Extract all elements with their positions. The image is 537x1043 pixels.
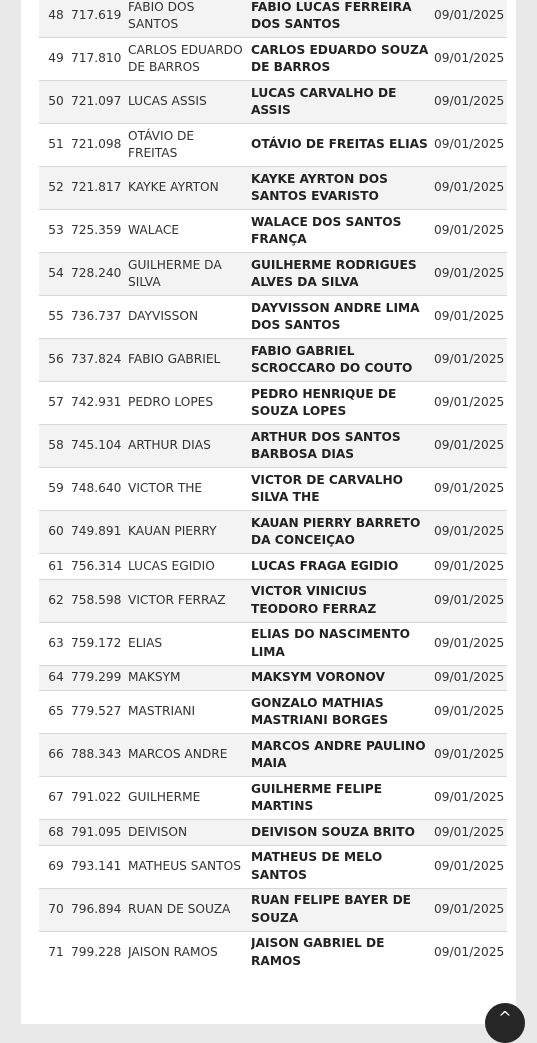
- row-full-name: KAYKE AYRTON DOS SANTOS EVARISTO: [251, 167, 434, 210]
- row-short-name: GUILHERME DA SILVA: [128, 253, 251, 296]
- chevron-up-icon: ^: [498, 1008, 512, 1027]
- row-short-name: MARCOS ANDRE: [128, 734, 251, 777]
- row-full-name: ELIAS DO NASCIMENTO LIMA: [251, 622, 434, 665]
- table-row: [39, 511, 507, 554]
- row-short-name: KAYKE AYRTON: [128, 167, 251, 210]
- row-number: 63: [39, 622, 71, 665]
- row-full-name: GUILHERME FELIPE MARTINS: [251, 777, 434, 820]
- row-number: 57: [39, 382, 71, 425]
- row-full-name: OTÁVIO DE FREITAS ELIAS: [251, 124, 434, 167]
- row-code: 728.240: [71, 253, 128, 296]
- row-full-name: DEIVISON SOUZA BRITO: [251, 820, 434, 846]
- table-row: [39, 734, 507, 777]
- table-row: [39, 81, 507, 124]
- row-date: 09/01/2025: [434, 845, 507, 888]
- row-date: 09/01/2025: [434, 124, 507, 167]
- row-code: 717.810: [71, 38, 128, 81]
- results-table-body: [39, 0, 507, 974]
- row-short-name: DEIVISON: [128, 820, 251, 846]
- row-full-name: GONZALO MATHIAS MASTRIANI BORGES: [251, 691, 434, 734]
- content-panel: [21, 0, 516, 1024]
- row-code: 717.619: [71, 0, 128, 38]
- row-code: 742.931: [71, 382, 128, 425]
- row-number: 59: [39, 468, 71, 511]
- row-number: 69: [39, 845, 71, 888]
- row-full-name: MATHEUS DE MELO SANTOS: [251, 845, 434, 888]
- row-short-name: MASTRIANI: [128, 691, 251, 734]
- row-code: 759.172: [71, 622, 128, 665]
- table-row: [39, 931, 507, 974]
- row-short-name: MAKSYM: [128, 665, 251, 691]
- row-date: 09/01/2025: [434, 339, 507, 382]
- table-row: [39, 888, 507, 931]
- row-date: 09/01/2025: [434, 382, 507, 425]
- row-short-name: FABIO DOS SANTOS: [128, 0, 251, 38]
- table-row: [39, 210, 507, 253]
- row-number: 53: [39, 210, 71, 253]
- row-date: 09/01/2025: [434, 931, 507, 974]
- table-row: [39, 665, 507, 691]
- table-row: [39, 579, 507, 622]
- row-code: 721.098: [71, 124, 128, 167]
- row-short-name: CARLOS EDUARDO DE BARROS: [128, 38, 251, 81]
- row-date: 09/01/2025: [434, 0, 507, 38]
- table-row: [39, 253, 507, 296]
- row-full-name: DAYVISSON ANDRE LIMA DOS SANTOS: [251, 296, 434, 339]
- row-short-name: GUILHERME: [128, 777, 251, 820]
- row-short-name: LUCAS ASSIS: [128, 81, 251, 124]
- table-row: [39, 691, 507, 734]
- row-number: 48: [39, 0, 71, 38]
- row-number: 58: [39, 425, 71, 468]
- row-number: 61: [39, 554, 71, 580]
- row-date: 09/01/2025: [434, 425, 507, 468]
- row-date: 09/01/2025: [434, 296, 507, 339]
- row-short-name: OTÁVIO DE FREITAS: [128, 124, 251, 167]
- row-short-name: ARTHUR DIAS: [128, 425, 251, 468]
- row-number: 64: [39, 665, 71, 691]
- row-short-name: VICTOR FERRAZ: [128, 579, 251, 622]
- row-code: 736.737: [71, 296, 128, 339]
- table-row: [39, 339, 507, 382]
- row-number: 65: [39, 691, 71, 734]
- row-code: 791.095: [71, 820, 128, 846]
- row-code: 796.894: [71, 888, 128, 931]
- table-row: [39, 425, 507, 468]
- row-code: 791.022: [71, 777, 128, 820]
- row-number: 52: [39, 167, 71, 210]
- table-row: [39, 167, 507, 210]
- row-code: 748.640: [71, 468, 128, 511]
- table-row: [39, 38, 507, 81]
- row-full-name: JAISON GABRIEL DE RAMOS: [251, 931, 434, 974]
- table-row: [39, 382, 507, 425]
- table-row: [39, 820, 507, 846]
- row-number: 51: [39, 124, 71, 167]
- row-number: 56: [39, 339, 71, 382]
- row-full-name: RUAN FELIPE BAYER DE SOUZA: [251, 888, 434, 931]
- row-code: 793.141: [71, 845, 128, 888]
- row-full-name: VICTOR VINICIUS TEODORO FERRAZ: [251, 579, 434, 622]
- row-short-name: DAYVISSON: [128, 296, 251, 339]
- row-short-name: MATHEUS SANTOS: [128, 845, 251, 888]
- table-row: [39, 468, 507, 511]
- row-full-name: ARTHUR DOS SANTOS BARBOSA DIAS: [251, 425, 434, 468]
- row-date: 09/01/2025: [434, 38, 507, 81]
- table-row: [39, 622, 507, 665]
- table-row: [39, 777, 507, 820]
- row-code: 799.228: [71, 931, 128, 974]
- row-full-name: FABIO LUCAS FERREIRA DOS SANTOS: [251, 0, 434, 38]
- row-full-name: KAUAN PIERRY BARRETO DA CONCEIÇAO: [251, 511, 434, 554]
- row-short-name: VICTOR THE: [128, 468, 251, 511]
- row-date: 09/01/2025: [434, 691, 507, 734]
- row-code: 721.817: [71, 167, 128, 210]
- row-code: 779.527: [71, 691, 128, 734]
- row-short-name: WALACE: [128, 210, 251, 253]
- table-row: [39, 845, 507, 888]
- row-short-name: JAISON RAMOS: [128, 931, 251, 974]
- row-short-name: LUCAS EGIDIO: [128, 554, 251, 580]
- results-table: [39, 0, 507, 974]
- row-full-name: WALACE DOS SANTOS FRANÇA: [251, 210, 434, 253]
- row-date: 09/01/2025: [434, 554, 507, 580]
- row-date: 09/01/2025: [434, 734, 507, 777]
- table-row: [39, 124, 507, 167]
- row-date: 09/01/2025: [434, 511, 507, 554]
- table-row: [39, 0, 507, 38]
- row-full-name: MARCOS ANDRE PAULINO MAIA: [251, 734, 434, 777]
- row-code: 788.343: [71, 734, 128, 777]
- row-full-name: MAKSYM VORONOV: [251, 665, 434, 691]
- row-short-name: KAUAN PIERRY: [128, 511, 251, 554]
- table-row: [39, 554, 507, 580]
- row-date: 09/01/2025: [434, 888, 507, 931]
- row-date: 09/01/2025: [434, 579, 507, 622]
- row-full-name: LUCAS CARVALHO DE ASSIS: [251, 81, 434, 124]
- row-code: 779.299: [71, 665, 128, 691]
- row-number: 50: [39, 81, 71, 124]
- row-number: 54: [39, 253, 71, 296]
- row-date: 09/01/2025: [434, 253, 507, 296]
- row-number: 66: [39, 734, 71, 777]
- row-code: 721.097: [71, 81, 128, 124]
- row-short-name: RUAN DE SOUZA: [128, 888, 251, 931]
- row-full-name: PEDRO HENRIQUE DE SOUZA LOPES: [251, 382, 434, 425]
- row-number: 70: [39, 888, 71, 931]
- row-date: 09/01/2025: [434, 622, 507, 665]
- row-code: 749.891: [71, 511, 128, 554]
- row-number: 67: [39, 777, 71, 820]
- row-date: 09/01/2025: [434, 210, 507, 253]
- row-date: 09/01/2025: [434, 777, 507, 820]
- row-full-name: LUCAS FRAGA EGIDIO: [251, 554, 434, 580]
- row-code: 737.824: [71, 339, 128, 382]
- row-short-name: PEDRO LOPES: [128, 382, 251, 425]
- row-code: 756.314: [71, 554, 128, 580]
- row-full-name: CARLOS EDUARDO SOUZA DE BARROS: [251, 38, 434, 81]
- row-date: 09/01/2025: [434, 468, 507, 511]
- row-date: 09/01/2025: [434, 167, 507, 210]
- row-code: 725.359: [71, 210, 128, 253]
- row-short-name: ELIAS: [128, 622, 251, 665]
- row-date: 09/01/2025: [434, 665, 507, 691]
- row-full-name: FABIO GABRIEL SCROCCARO DO COUTO: [251, 339, 434, 382]
- row-date: 09/01/2025: [434, 81, 507, 124]
- row-code: 758.598: [71, 579, 128, 622]
- row-number: 62: [39, 579, 71, 622]
- back-to-top-button[interactable]: [485, 1003, 525, 1043]
- row-number: 49: [39, 38, 71, 81]
- row-code: 745.104: [71, 425, 128, 468]
- row-full-name: VICTOR DE CARVALHO SILVA THE: [251, 468, 434, 511]
- row-number: 68: [39, 820, 71, 846]
- row-date: 09/01/2025: [434, 820, 507, 846]
- row-number: 71: [39, 931, 71, 974]
- row-short-name: FABIO GABRIEL: [128, 339, 251, 382]
- row-number: 55: [39, 296, 71, 339]
- row-number: 60: [39, 511, 71, 554]
- row-full-name: GUILHERME RODRIGUES ALVES DA SILVA: [251, 253, 434, 296]
- table-row: [39, 296, 507, 339]
